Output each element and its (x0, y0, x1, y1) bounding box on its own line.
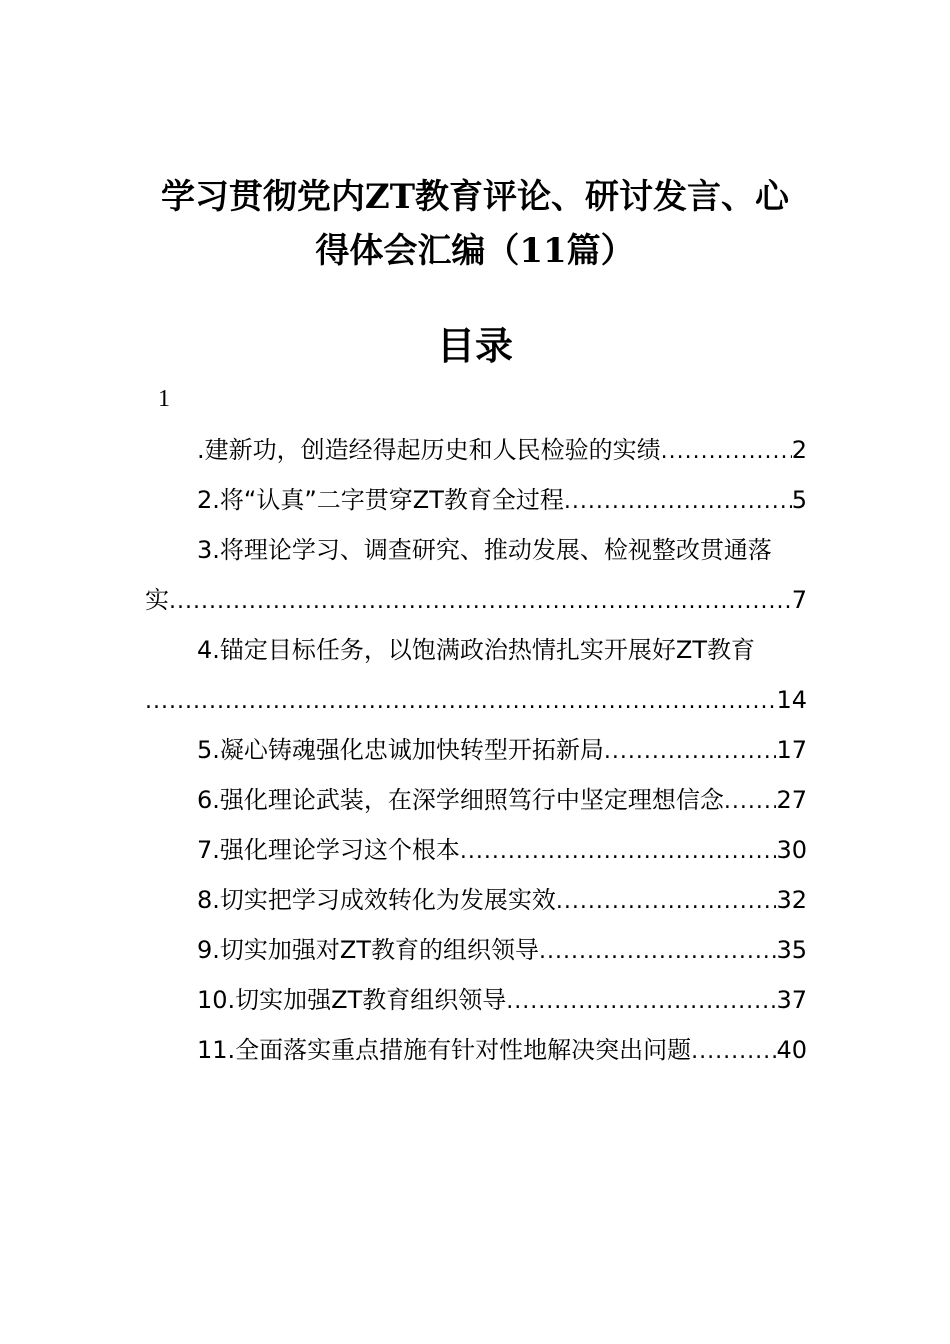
toc-entry[interactable] (145, 425, 807, 475)
toc-entry-title: 9.切实加强对ZT教育的组织领导 (197, 936, 539, 964)
toc-dot-leader (661, 427, 792, 477)
toc-dot-leader (169, 577, 792, 627)
toc-page-number: 14 (776, 686, 807, 714)
toc-entry[interactable] (145, 775, 807, 825)
toc-entry-title: 10.切实加强ZT教育组织领导 (197, 986, 507, 1014)
toc-entry-title: 5.凝心铸魂强化忠诚加快转型开拓新局 (197, 736, 604, 764)
toc-entry-title: .建新功，创造经得起历史和人民检验的实绩 (197, 436, 661, 464)
toc-entry[interactable] (145, 975, 807, 1025)
toc-entry[interactable] (145, 725, 807, 775)
toc-dot-leader (460, 827, 777, 877)
toc-entry-title: 7.强化理论学习这个根本 (197, 836, 460, 864)
toc-entry[interactable] (145, 575, 807, 625)
toc-page-number: 7 (791, 586, 807, 614)
toc-entry-title: 2.将“认真”二字贯穿ZT教育全过程 (197, 486, 564, 514)
toc-entry-title-line1[interactable]: 3.将理论学习、调查研究、推动发展、检视整改贯通落 (197, 536, 772, 564)
table-of-contents (145, 425, 807, 1075)
toc-entry[interactable] (145, 825, 807, 875)
toc-page-number: 2 (791, 436, 807, 464)
toc-dot-leader (506, 977, 776, 1027)
toc-entry-title: 8.切实把学习成效转化为发展实效 (197, 886, 556, 914)
toc-dot-leader (564, 477, 792, 527)
toc-entry[interactable] (145, 875, 807, 925)
toc-dot-leader (604, 727, 777, 777)
title-line-1: 学习贯彻党内ZT教育评论、研讨发言、心 (160, 177, 790, 217)
toc-dot-leader (691, 1027, 776, 1077)
toc-page-number: 40 (776, 1036, 807, 1064)
toc-entry[interactable] (145, 675, 807, 725)
document-title (0, 170, 950, 278)
toc-entry-title: 6.强化理论武装，在深学细照笃行中坚定理想信念 (197, 786, 724, 814)
toc-entry[interactable] (145, 475, 807, 525)
toc-page-number: 32 (776, 886, 807, 914)
toc-page-number: 5 (791, 486, 807, 514)
toc-dot-leader (724, 777, 777, 827)
toc-entry-title: 11.全面落实重点措施有针对性地解决突出问题 (197, 1036, 692, 1064)
toc-page-number: 37 (776, 986, 807, 1014)
toc-dot-leader (556, 877, 777, 927)
toc-dot-leader (539, 927, 776, 977)
toc-page-number: 30 (776, 836, 807, 864)
toc-page-number: 17 (776, 736, 807, 764)
toc-heading: 目录 (436, 323, 513, 368)
toc-page-number: 27 (776, 786, 807, 814)
page-marker: 1 (158, 386, 170, 412)
toc-page-number: 35 (776, 936, 807, 964)
toc-entry-title-line1[interactable]: 4.锚定目标任务，以饱满政治热情扎实开展好ZT教育 (197, 636, 755, 664)
toc-dot-leader (145, 677, 776, 727)
toc-entry-title: 实 (145, 586, 169, 614)
title-line-2: 得体会汇编（11篇） (315, 231, 635, 271)
toc-entry[interactable] (145, 1025, 807, 1075)
toc-entry[interactable] (145, 925, 807, 975)
